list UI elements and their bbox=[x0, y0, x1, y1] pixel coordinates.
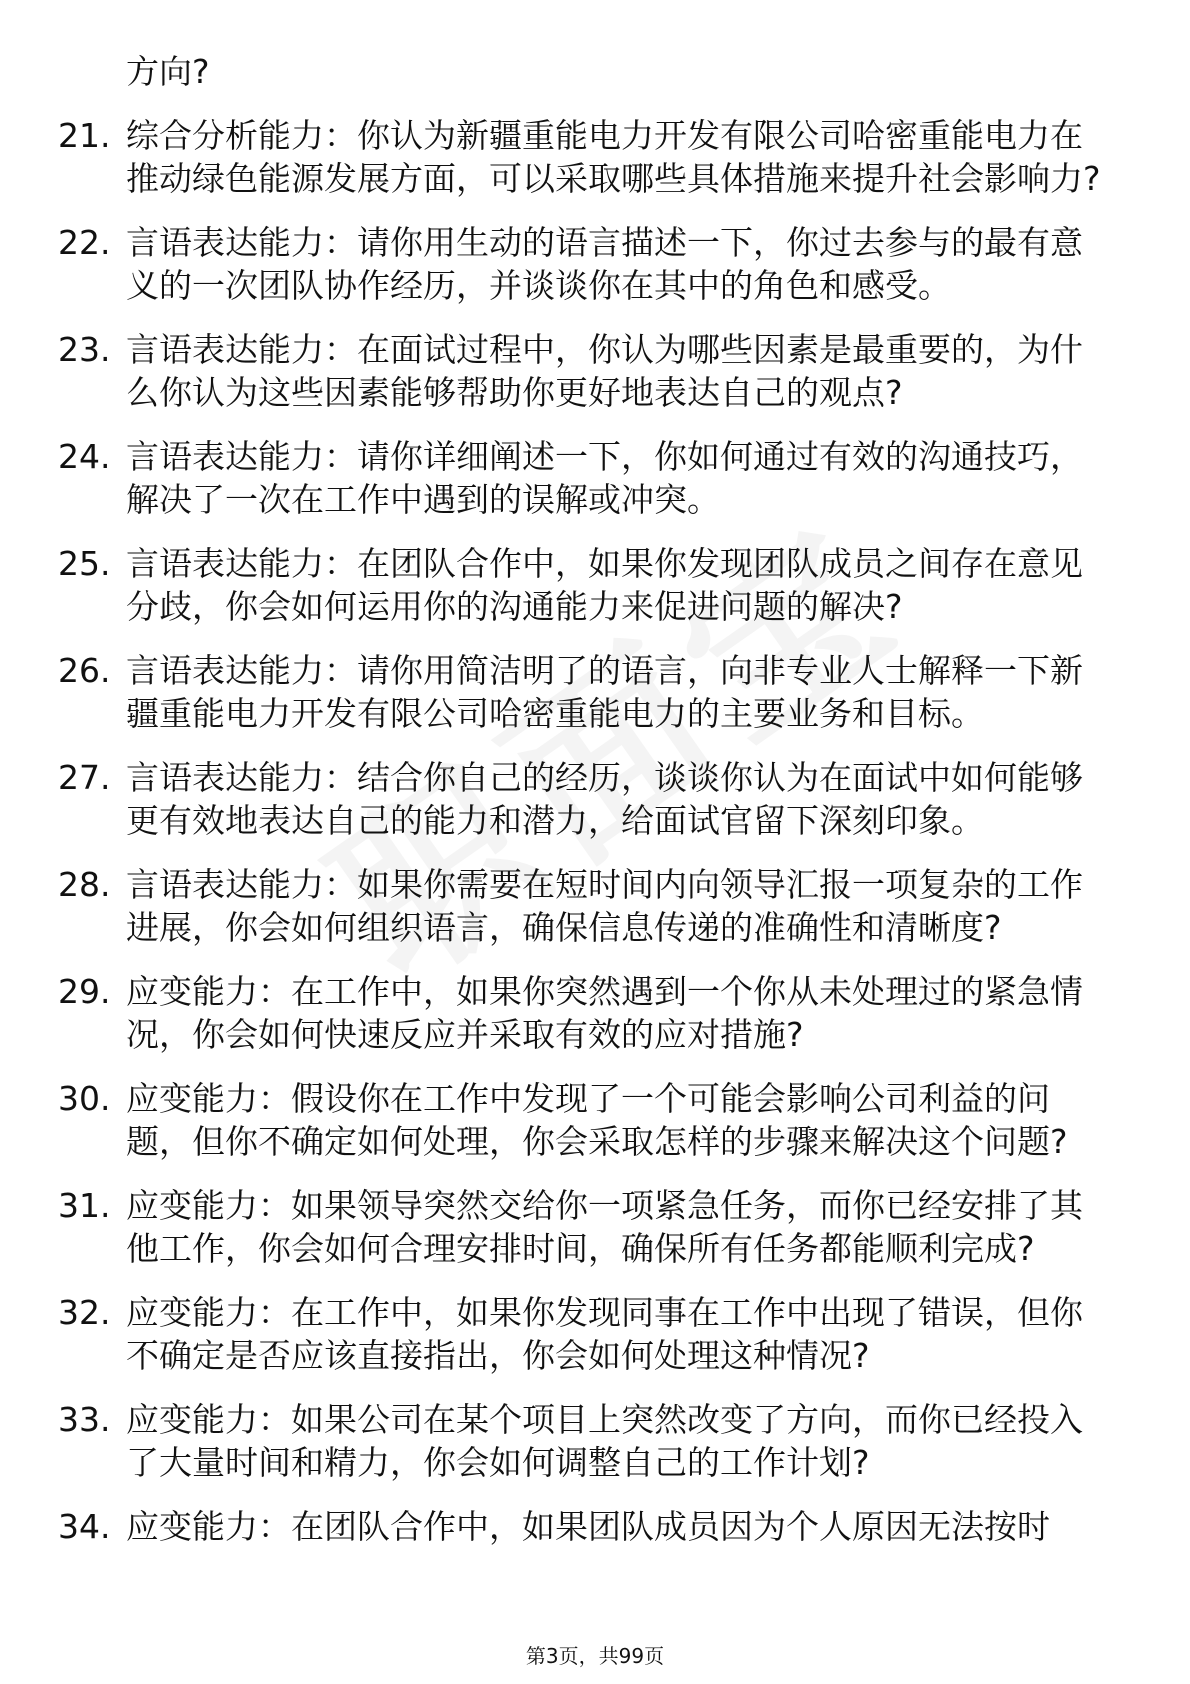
question-text: 应变能力：假设你在工作中发现了一个可能会影响公司利益的问题，但你不确定如何处理，你会采取怎样的步骤来解决这个问题? bbox=[126, 1079, 1068, 1161]
question-number: 29. bbox=[58, 972, 111, 1011]
question-number: 32. bbox=[58, 1293, 111, 1332]
question-item bbox=[0, 1398, 1190, 1484]
question-text: 言语表达能力：在团队合作中，如果你发现团队成员之间存在意见分歧，你会如何运用你的沟通能力来促进问题的解决? bbox=[126, 544, 1083, 626]
question-text: 言语表达能力：如果你需要在短时间内向领导汇报一项复杂的工作进展，你会如何组织语言，确保信息传递的准确性和清晰度? bbox=[126, 865, 1083, 947]
question-item bbox=[0, 970, 1190, 1056]
question-number: 21. bbox=[58, 116, 111, 155]
question-text: 应变能力：在工作中，如果你突然遇到一个你从未处理过的紧急情况，你会如何快速反应并采取有效的应对措施? bbox=[126, 972, 1083, 1054]
question-text: 综合分析能力：你认为新疆重能电力开发有限公司哈密重能电力在推动绿色能源发展方面，可以采取哪些具体措施来提升社会影响力? bbox=[126, 116, 1101, 198]
question-number: 24. bbox=[58, 437, 111, 476]
continuation-text: 方向? bbox=[126, 52, 210, 91]
question-item bbox=[0, 1291, 1190, 1377]
question-item bbox=[0, 1077, 1190, 1163]
question-item bbox=[0, 1184, 1190, 1270]
question-item bbox=[0, 114, 1190, 200]
question-item bbox=[0, 756, 1190, 842]
question-number: 23. bbox=[58, 330, 111, 369]
question-number: 27. bbox=[58, 758, 111, 797]
question-list bbox=[0, 114, 1190, 1548]
question-number: 26. bbox=[58, 651, 111, 690]
question-text: 言语表达能力：请你用简洁明了的语言，向非专业人士解释一下新疆重能电力开发有限公司哈密重能电力的主要业务和目标。 bbox=[126, 651, 1083, 733]
page-footer: 第3页，共99页 bbox=[525, 1644, 665, 1668]
question-text: 应变能力：在团队合作中，如果团队成员因为个人原因无法按时 bbox=[126, 1507, 1050, 1546]
question-text: 言语表达能力：结合你自己的经历，谈谈你认为在面试中如何能够更有效地表达自己的能力和潜力，给面试官留下深刻印象。 bbox=[126, 758, 1083, 840]
question-number: 25. bbox=[58, 544, 111, 583]
question-item bbox=[0, 221, 1190, 307]
question-item bbox=[0, 1505, 1190, 1548]
question-text: 言语表达能力：在面试过程中，你认为哪些因素是最重要的，为什么你认为这些因素能够帮助你更好地表达自己的观点? bbox=[126, 330, 1083, 412]
question-number: 30. bbox=[58, 1079, 111, 1118]
question-item bbox=[0, 863, 1190, 949]
question-text: 言语表达能力：请你用生动的语言描述一下，你过去参与的最有意义的一次团队协作经历，并谈谈你在其中的角色和感受。 bbox=[126, 223, 1083, 305]
question-item bbox=[0, 435, 1190, 521]
question-text: 应变能力：如果公司在某个项目上突然改变了方向，而你已经投入了大量时间和精力，你会如何调整自己的工作计划? bbox=[126, 1400, 1083, 1482]
question-content bbox=[0, 50, 1190, 1569]
question-number: 33. bbox=[58, 1400, 111, 1439]
question-number: 22. bbox=[58, 223, 111, 262]
question-text: 应变能力：在工作中，如果你发现同事在工作中出现了错误，但你不确定是否应该直接指出，你会如何处理这种情况? bbox=[126, 1293, 1083, 1375]
question-number: 31. bbox=[58, 1186, 111, 1225]
question-item bbox=[0, 649, 1190, 735]
question-text: 应变能力：如果领导突然交给你一项紧急任务，而你已经安排了其他工作，你会如何合理安排时间，确保所有任务都能顺利完成? bbox=[126, 1186, 1083, 1268]
question-item bbox=[0, 328, 1190, 414]
question-number: 28. bbox=[58, 865, 111, 904]
question-item bbox=[0, 542, 1190, 628]
question-text: 言语表达能力：请你详细阐述一下，你如何通过有效的沟通技巧，解决了一次在工作中遇到的误解或冲突。 bbox=[126, 437, 1083, 519]
question-number: 34. bbox=[58, 1507, 111, 1546]
